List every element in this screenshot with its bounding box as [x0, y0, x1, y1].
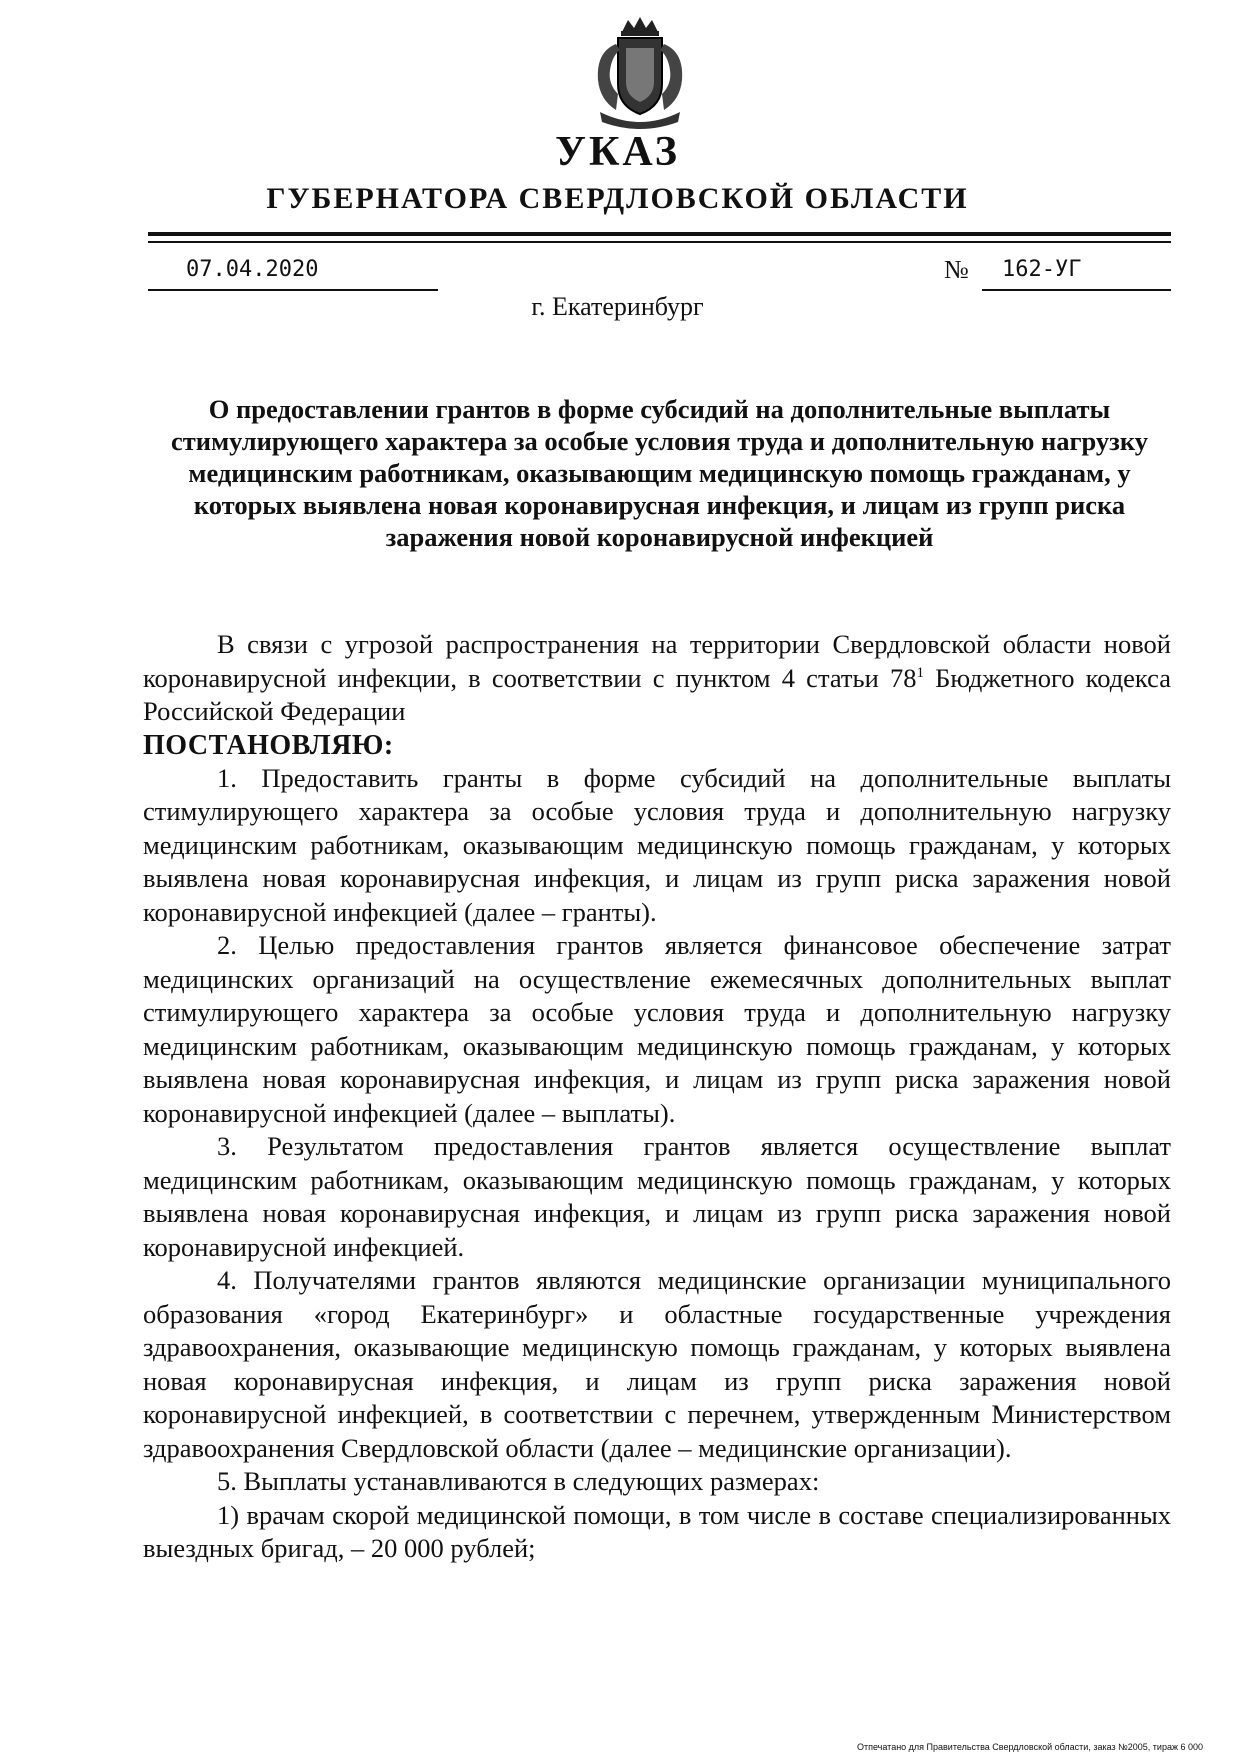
- preamble-text: В связи с угрозой распространения на территории Свердловской области новой коронавирусной инфекции, в соответствии с пунктом 4 статьи 78: [143, 629, 1171, 693]
- preamble-superscript: 1: [916, 664, 924, 681]
- paragraph: 1. Предоставить гранты в форме субсидий на дополнительные выплаты стимулирующего характера за особые условия труда и дополнительную нагрузку медицинским работникам, оказывающим медицинскую помощь гражданам, у которых выявлена новая коронавирусная инфекция, и лицам из групп риска заражения новой коронавирусной инфекцией (далее – гранты).: [143, 762, 1171, 927]
- paragraph: 5. Выплаты устанавливаются в следующих размерах:: [217, 1466, 820, 1496]
- paragraph: 2. Целью предоставления грантов является финансовое обеспечение затрат медицинских организаций на осуществление ежемесячных дополнительных выплат стимулирующего характера за особые условия труда и дополнительную нагрузку медицинским работникам, оказывающим медицинскую помощь гражданам, у которых выявлена новая коронавирусная инфекция, и лицам из групп риска заражения новой коронавирусной инфекцией (далее – выплаты).: [143, 930, 1171, 1128]
- print-footer: Отпечатано для Правительства Свердловской области, заказ №2005, тираж 6 000: [856, 1742, 1203, 1752]
- document-type: УКАЗ: [555, 129, 680, 175]
- document-date: 07.04.2020: [148, 257, 438, 291]
- coat-of-arms-icon: [588, 14, 692, 132]
- paragraph: 4. Получателями грантов являются медицинские организации муниципального образования «город Екатеринбург» и областные государственные учреждения здравоохранения, оказывающие медицинскую помощь гражданам, у которых выявлена новая коронавирусная инфекция, и лицам из групп риска заражения новой коронавирусной инфекцией, в соответствии с перечнем, утвержденным Министерством здравоохранения Свердловской области (далее – медицинские организации).: [143, 1265, 1171, 1463]
- paragraph: 3. Результатом предоставления грантов является осуществление выплат медицинским работникам, оказывающим медицинскую помощь гражданам, у которых выявлена новая коронавирусная инфекция, и лицам из групп риска заражения новой коронавирусной инфекцией.: [143, 1131, 1171, 1262]
- document-body: [143, 628, 1171, 1566]
- preamble-tail: Бюджетного кодекса Российской Федерации: [143, 662, 1171, 726]
- header-rule-thick: [148, 232, 1171, 236]
- preamble: [143, 628, 1171, 729]
- header-rule-thin: [148, 241, 1171, 243]
- paragraph: 1) врачам скорой медицинской помощи, в том числе в составе специализированных выездных бригад, – 20 000 рублей;: [143, 1499, 1171, 1563]
- number-label: №: [944, 255, 969, 284]
- issue-city: г. Екатеринбург: [531, 292, 704, 321]
- document-heading: О предоставлении грантов в форме субсидий на дополнительные выплаты стимулирующего характера за особые условия труда и дополнительную нагрузку медицинским работникам, оказывающим медицинскую помощь гражданам, у которых выявлена новая коронавирусная инфекция, и лицам из групп риска заражения новой коронавирусной инфекцией: [171, 394, 1148, 552]
- issuer-title: ГУБЕРНАТОРА СВЕРДЛОВСКОЙ ОБЛАСТИ: [266, 182, 969, 215]
- document-number: 162-УГ: [982, 257, 1171, 291]
- decree-word: ПОСТАНОВЛЯЮ:: [143, 729, 394, 761]
